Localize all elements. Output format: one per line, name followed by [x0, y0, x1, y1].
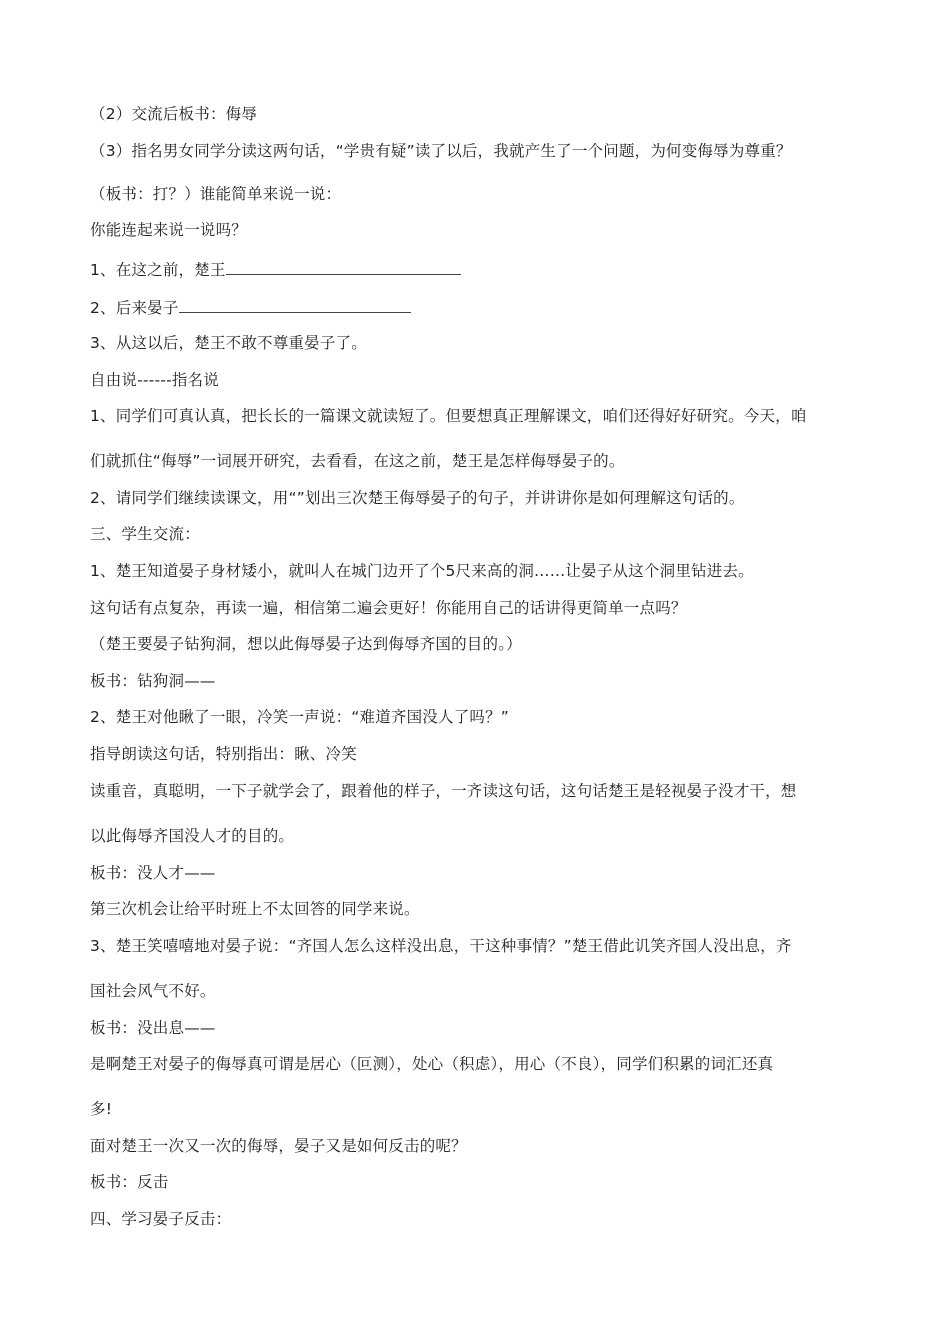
line-text: 是啊楚王对晏子的侮辱真可谓是居心（叵测），处心（积虑），用心（不良），同学们积累的词汇还真 [90, 1055, 774, 1073]
line-text: 你能连起来说一说吗？ [90, 221, 248, 239]
line-text: 1、同学们可真认真，把长长的一篇课文就读短了。但要想真正理解课文，咱们还得好好研究。今天，咱 [90, 407, 807, 425]
line-text: 板书：钻狗洞—— [90, 672, 216, 690]
text-line [90, 634, 522, 654]
text-line [90, 598, 687, 618]
line-text: 3、从这以后，楚王不敢不尊重晏子了。 [90, 334, 367, 352]
line-text: 板书：没出息—— [90, 1019, 216, 1037]
text-line [90, 333, 367, 353]
line-text: 2、后来晏子 [90, 299, 179, 317]
line-text: 板书：没人才—— [90, 864, 216, 882]
text-line [90, 1054, 773, 1074]
line-text: 2、楚王对他瞅了一眼，冷笑一声说：“难道齐国没人了吗？” [90, 708, 510, 726]
text-line [90, 899, 420, 919]
text-line [90, 863, 216, 883]
line-text: 多! [90, 1100, 113, 1118]
fill-in-blank [226, 259, 461, 275]
text-line [90, 781, 797, 801]
line-text: 面对楚王一次又一次的侮辱，晏子又是如何反击的呢？ [90, 1137, 467, 1155]
text-line [90, 220, 247, 240]
line-text: （2）交流后板书：侮辱 [90, 105, 258, 123]
line-text: 3、楚王笑嘻嘻地对晏子说：“齐国人怎么这样没出息，干这种事情？”楚王借此讥笑齐国人没出息，齐 [90, 937, 792, 955]
line-text: 们就抓住“侮辱”一词展开研究，去看看，在这之前，楚王是怎样侮辱晏子的。 [90, 452, 625, 470]
line-text: （板书：打？）谁能简单来说一说： [90, 185, 342, 203]
line-text: 这句话有点复杂，再读一遍，相信第二遍会更好！你能用自己的话讲得更简单一点吗？ [90, 599, 687, 617]
line-text: 国社会风气不好。 [90, 982, 216, 1000]
text-line [90, 981, 216, 1001]
line-text: 指导朗读这句话，特别指出：瞅、冷笑 [90, 745, 357, 763]
text-line [90, 259, 461, 280]
line-text: 自由说------指名说 [90, 371, 219, 389]
text-line [90, 1172, 169, 1192]
line-text: 读重音，真聪明，一下子就学会了，跟着他的样子，一齐读这句话，这句话楚王是轻视晏子没才干，想 [90, 782, 797, 800]
fill-in-blank [179, 297, 411, 313]
text-line [90, 826, 294, 846]
line-text: （楚王要晏子钻狗洞，想以此侮辱晏子达到侮辱齐国的目的。） [90, 635, 522, 653]
text-line [90, 184, 341, 204]
line-text: 以此侮辱齐国没人才的目的。 [90, 827, 295, 845]
text-line [90, 671, 216, 691]
text-line [90, 297, 411, 318]
text-line [90, 488, 745, 508]
text-line [90, 141, 792, 161]
text-line [90, 524, 200, 544]
line-text: （3）指名男女同学分读这两句话，“学贵有疑”读了以后，我就产生了一个问题，为何变侮辱为尊重？ [90, 142, 792, 160]
line-text: 板书：反击 [90, 1173, 169, 1191]
text-line [90, 1209, 231, 1229]
line-text: 2、请同学们继续读课文，用“”划出三次楚王侮辱晏子的句子，并讲讲你是如何理解这句话的。 [90, 489, 745, 507]
text-line [90, 936, 792, 956]
text-line [90, 1136, 467, 1156]
text-line [90, 1099, 112, 1119]
line-text: 1、在这之前，楚王 [90, 261, 226, 279]
text-line [90, 1018, 216, 1038]
line-text: 1、楚王知道晏子身材矮小，就叫人在城门边开了个5尺来高的洞……让晏子从这个洞里钻进去。 [90, 562, 754, 580]
text-line [90, 104, 257, 124]
text-line [90, 561, 754, 581]
line-text: 三、学生交流： [90, 525, 200, 543]
text-line [90, 451, 625, 471]
line-text: 四、学习晏子反击： [90, 1210, 232, 1228]
text-line [90, 744, 357, 764]
text-line [90, 406, 807, 426]
text-line [90, 707, 509, 727]
text-line [90, 370, 219, 390]
line-text: 第三次机会让给平时班上不太回答的同学来说。 [90, 900, 420, 918]
